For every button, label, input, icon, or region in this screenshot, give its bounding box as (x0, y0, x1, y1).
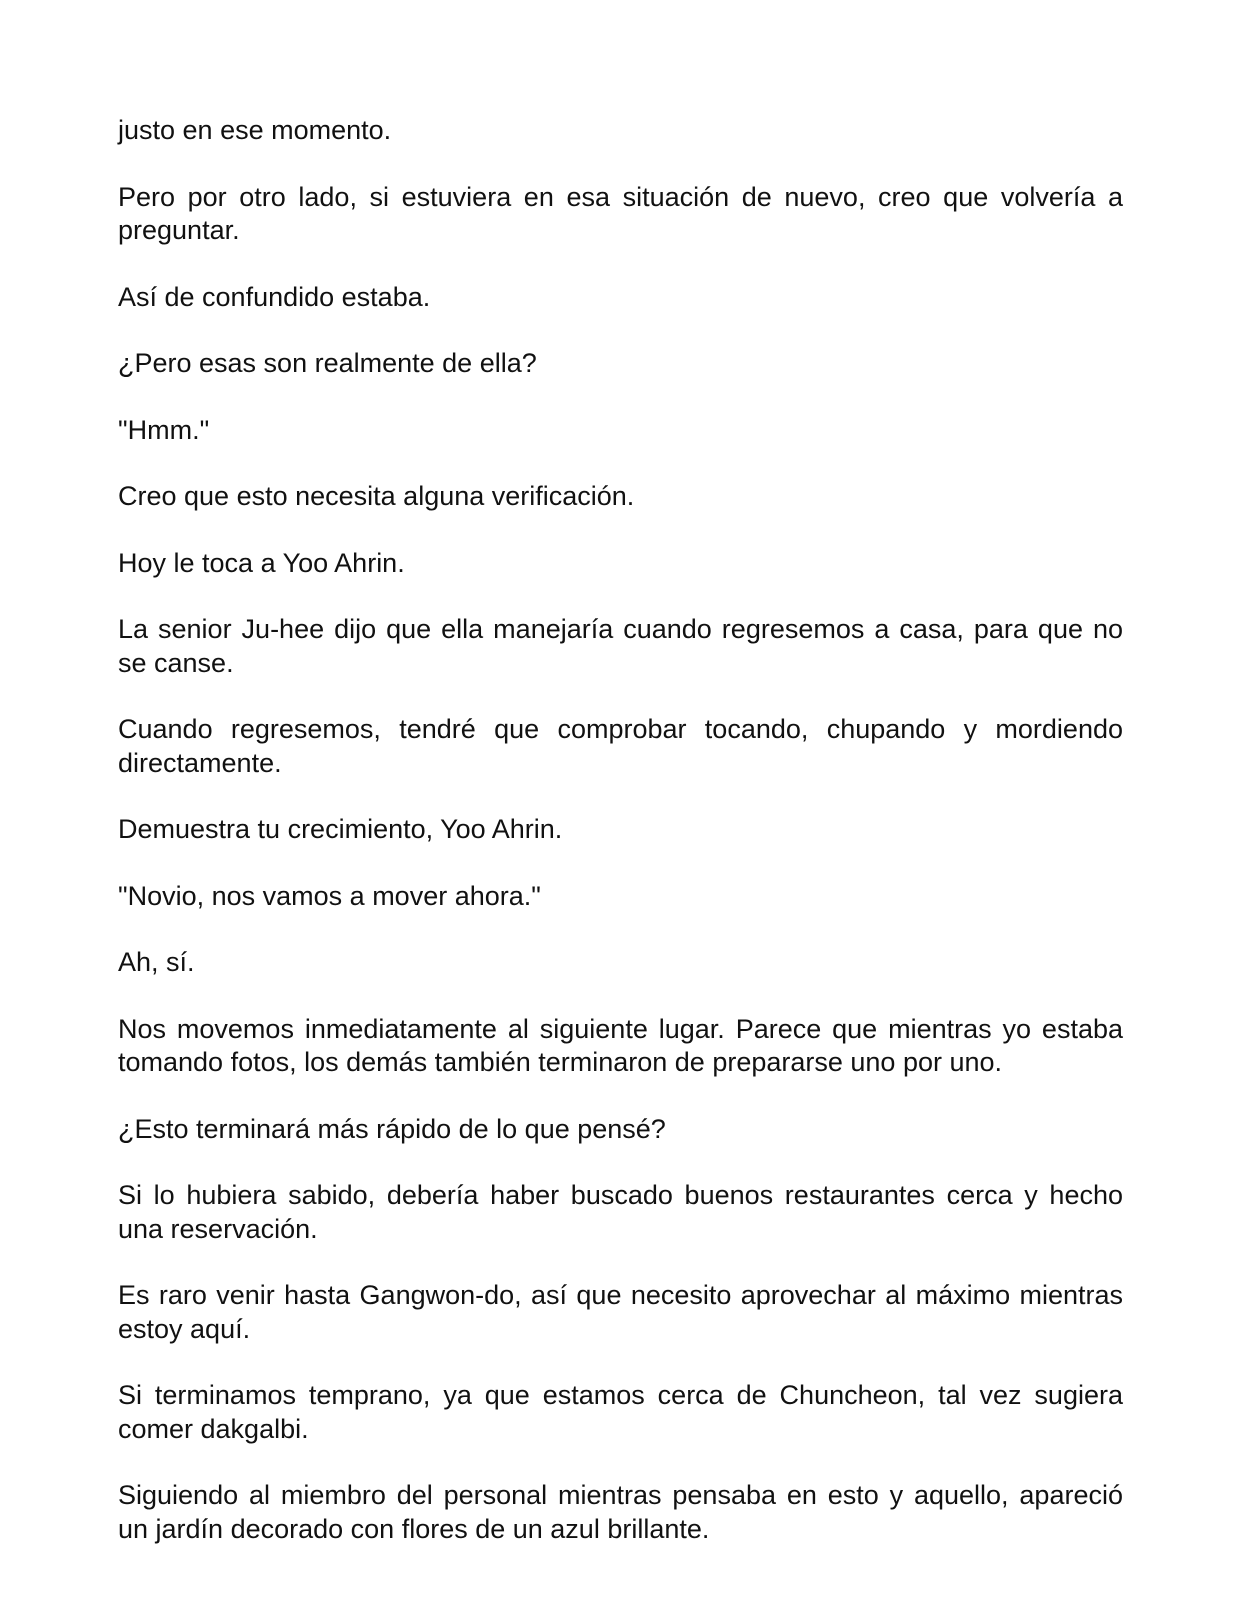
paragraph: "Hmm." (118, 414, 210, 445)
paragraph: Hoy le toca a Yoo Ahrin. (118, 547, 405, 578)
document-body (118, 114, 1123, 1546)
paragraph: Creo que esto necesita alguna verificación. (118, 481, 635, 511)
paragraph: Cuando regresemos, tendré que comprobar tocando, chupando y mordiendo directamente. (118, 714, 1123, 778)
paragraph: Es raro venir hasta Gangwon-do, así que necesito aprovechar al máximo mientras estoy aquí. (118, 1280, 1123, 1344)
paragraph: "Novio, nos vamos a mover ahora." (118, 880, 541, 911)
paragraph: Demuestra tu crecimiento, Yoo Ahrin. (118, 814, 563, 844)
paragraph: Ah, sí. (118, 947, 195, 977)
paragraph: Nos movemos inmediatamente al siguiente lugar. Parece que mientras yo estaba tomando fotos, los demás también terminaron de prepararse uno por uno. (118, 1013, 1123, 1077)
paragraph: La senior Ju-hee dijo que ella manejaría cuando regresemos a casa, para que no se canse. (118, 614, 1123, 678)
paragraph: ¿Esto terminará más rápido de lo que pensé? (118, 1113, 666, 1144)
paragraph: Si lo hubiera sabido, debería haber buscado buenos restaurantes cerca y hecho una reservación. (118, 1180, 1123, 1244)
paragraph: Siguiendo al miembro del personal mientras pensaba en esto y aquello, apareció un jardín decorado con flores de un azul brillante. (118, 1480, 1123, 1544)
paragraph: Pero por otro lado, si estuviera en esa situación de nuevo, creo que volvería a preguntar. (118, 181, 1123, 245)
paragraph: ¿Pero esas son realmente de ella? (118, 348, 537, 378)
paragraph: Si terminamos temprano, ya que estamos cerca de Chuncheon, tal vez sugiera comer dakgalbi. (118, 1380, 1123, 1444)
paragraph: justo en ese momento. (118, 115, 392, 145)
paragraph: Así de confundido estaba. (118, 281, 431, 312)
